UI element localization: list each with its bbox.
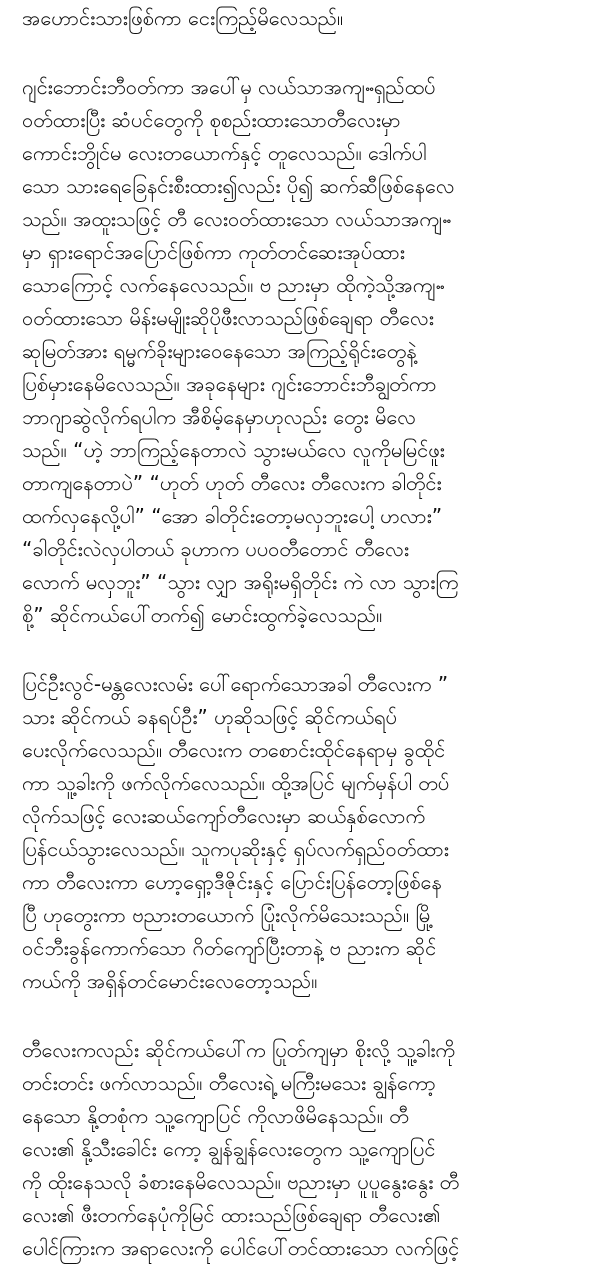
- text-line: ကာ တီလေးကာ ဟော့ရှော့ဒီဇိုင်းနှင့် ပြောင်းပြန်တော့ဖြစ်နေ: [22, 870, 442, 894]
- text-line: ဝတ်ထားပြီး ဆံပင်တွေကို စုစည်းထားသောတီလေးမှာ: [22, 108, 401, 132]
- story-text: [22, 2, 585, 1265]
- text-line: ဘာဂျာဆွဲလိုက်ရပါက အီစိမ့်နေမှာဟုလည်း တွေး မိလေ: [22, 405, 417, 429]
- text-line: လေး၏ ဖီးတက်နေပုံကိုမြင် ထားသည်ဖြစ်ချေရာ တီလေး၏: [22, 1203, 441, 1227]
- text-line: လေး၏ နို့သီးခေါင်း ကော့ ချွန်ချွန်လေးတွေက သူ့ကျောပြင်: [22, 1137, 436, 1161]
- text-line: တီလေးကလည်း ဆိုင်ကယ်ပေါ်က ပြုတ်ကျမှာ စိုးလို့ သူ့ခါးကို: [22, 1038, 455, 1062]
- text-line: ပြင်ဦးလွင်-မန္တလေးလမ်း ပေါ်ရောက်သောအခါ တီလေးက ”: [22, 672, 449, 696]
- paragraph: [22, 668, 585, 998]
- text-line: တင်းတင်း ဖက်လာသည်။ တီလေးရဲ့ မကြီးမသေး ချွန်ကော့: [22, 1071, 436, 1095]
- text-line: ဝတ်ထားသော မိန်းမမျိုးဆိုပိုဖီးလာသည်ဖြစ်ချေရာ တီလေး: [22, 306, 434, 330]
- text-line: စို့” ဆိုင်ကယ်ပေါ်တက်၍ မောင်းထွက်ခဲ့လေသည်။: [22, 603, 383, 627]
- text-line: ပေးလိုက်လေသည်။ တီလေးက တစောင်းထိုင်နေရာမှ ခွထိုင်: [22, 738, 446, 762]
- text-line: လိုက်သဖြင့် လေးဆယ်ကျော်တီလေးမှာ ဆယ်နှစ်လောက်: [22, 804, 426, 828]
- text-line: သည်။ အထူးသဖြင့် တီ လေးဝတ်ထားသော လယ်သာအကျႌ: [22, 207, 452, 231]
- paragraph: [22, 71, 585, 632]
- text-line: မှာ ရှားရောင်အပြောင်ဖြစ်ကာ ကုတ်တင်ဆေးအုပ်ထား: [22, 240, 405, 264]
- paragraph: [22, 2, 585, 35]
- text-line: ကာ သူ့ခါးကို ဖက်လိုက်လေသည်။ ထို့အပြင် မျက်မှန်ပါ တပ်: [22, 771, 450, 795]
- text-line: ကို ထိုးနေသလို ခံစားနေမိလေသည်။ ဗညားမှာ ပူပူနွေးနွေး တီ: [22, 1170, 460, 1194]
- text-line: ပေါင်ကြားက အရာလေးကို ပေါင်ပေါ်တင်ထားသော လက်ဖြင့်: [22, 1236, 460, 1260]
- text-line: ပြီ ဟုတွေးကာ ဗညားတယောက် ပြုံးလိုက်မိသေးသည်။ မြို့: [22, 903, 434, 927]
- paragraph: [22, 1034, 585, 1265]
- text-line: ဝင်ဘီးခွန်ကောက်သော ဂိတ်ကျော်ပြီးတာနဲ့ ဗ ညားက ဆိုင်: [22, 936, 437, 960]
- text-line: သည်။ “ဟဲ့ ဘာကြည့်နေတာလဲ သွားမယ်လေ လူကိုမမြင်ဖူး: [22, 438, 445, 462]
- text-line: လောက် မလှဘူး” “သွား လျှာ အရိုးမရှိတိုင်း ကဲ လာ သွားကြ: [22, 570, 459, 594]
- text-line: ဂျင်းဘောင်းဘီဝတ်ကာ အပေါ်မှ လယ်သာအကျႌရှည်ထပ်: [22, 75, 436, 99]
- text-line: ကောင်းဘွိုင်မ လေးတယောက်နှင့် တူလေသည်။ ဒေါက်ပါ: [22, 141, 427, 165]
- text-line: ပြန်ငယ်သွားလေသည်။ သူကပုဆိုးနှင့် ရှပ်လက်ရှည်ဝတ်ထား: [22, 837, 449, 861]
- text-line: ကယ်ကို အရှိန်တင်မောင်းလေတော့သည်။: [22, 969, 318, 993]
- text-line: သော သားရေခြေနင်းစီးထား၍လည်း ပို၍ ဆက်ဆီဖြစ်နေလေ: [22, 174, 455, 198]
- text-line: အဟောင်းသားဖြစ်ကာ ငေးကြည့်မိလေသည်။: [22, 6, 344, 30]
- text-line: “ခါတိုင်းလဲလှပါတယ် ခုဟာက ပပဝတီတောင် တီလေး: [22, 537, 409, 561]
- text-line: နေသော နို့တစုံက သူ့ကျောပြင် ကိုလာဖိမိနေသည်။ တီ: [22, 1104, 409, 1128]
- text-line: သောကြောင့် လက်နေလေသည်။ ဗ ညားမှာ ထိုကဲ့သို့အကျႌ: [22, 273, 445, 297]
- text-line: ထက်လှနေလို့ပါ” “အော ခါတိုင်းတော့မလှဘူးပေါ့ ဟလား”: [22, 504, 443, 528]
- text-line: ဆုမြတ်အား ရမ္မက်ခိုးများဝေနေသော အကြည့်ရိုင်းတွေနဲ့: [22, 339, 417, 363]
- text-line: ပြစ်မှားနေမိလေသည်။ အခုနေများ ဂျင်းဘောင်းဘီချွတ်ကာ: [22, 372, 437, 396]
- text-line: တာကျနေတာပဲ” “ဟုတ် ဟုတ် တီလေး တီလေးက ခါတိုင်း: [22, 471, 442, 495]
- text-line: သား ဆိုင်ကယ် ခနရပ်ဦး” ဟုဆိုသဖြင့် ဆိုင်ကယ်ရပ်: [22, 705, 397, 729]
